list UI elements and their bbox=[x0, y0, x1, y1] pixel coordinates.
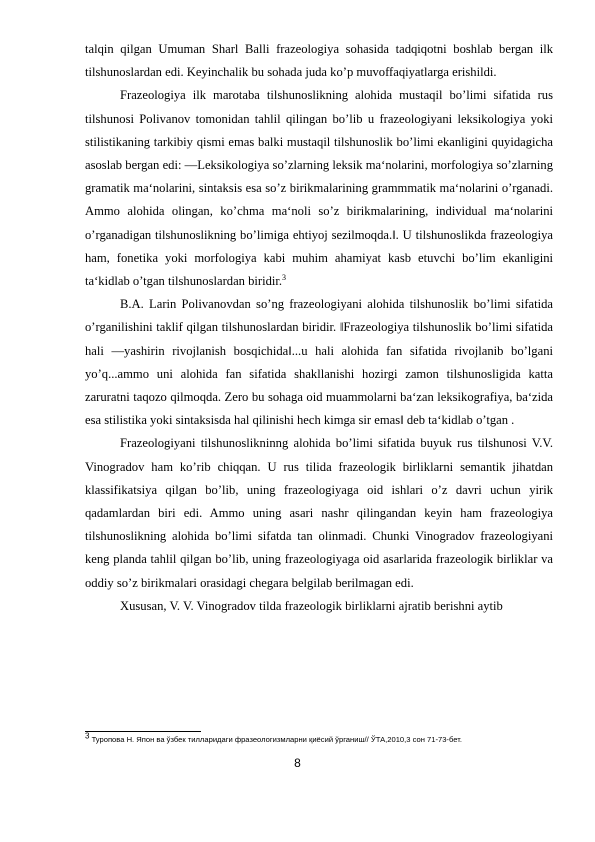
document-body bbox=[85, 38, 553, 618]
paragraph-continued: Xususan, V. V. Vinogradov tilda frazeologik birliklarni ajratib berishni aytib bbox=[120, 598, 503, 613]
footnote bbox=[85, 731, 555, 745]
paragraph-polivanov bbox=[85, 84, 553, 293]
paragraph-polivanov-text: Frazeologiya ilk marotaba tilshunoslikning alohida mustaqil bo’limi sifatida rus tilshunosi Polivanov tomonidan tahlil qilingan bo’lib u frazeologiyani leksikologiya yoki stilistikaning tarkibiy qismi emas balki mustaqil tilshunoslik bo’limi ekanligini quyidagicha asoslab bergan edi: ―Leksikologiya so’zlarning leksik ma‘nolarini, morfologiya so’zlarning gramatik ma‘nolarini, sintaksis esa so’z birikmalarining grammmatik ma‘nolarini o’rganadi. Ammo alohida olingan, ko’chma ma‘noli so’z birikmalarining, individual ma‘nolarini o’rganadigan tilshunoslikning bo’limiga ehtiyoj sezilmoqda.‖. U tilshunoslikda frazeologiya ham, fonetika yoki morfologiya kabi muhim ahamiyat kasb etuvchi bo’lim ekanligini ta‘kidlab o’tgan tilshunoslardan biridir. bbox=[85, 88, 553, 289]
page-number: 8 bbox=[294, 756, 301, 770]
footnote-number: 3 bbox=[85, 731, 90, 741]
footnote-divider bbox=[85, 731, 201, 732]
footnote-reference[interactable]: 3 bbox=[282, 272, 287, 282]
paragraph-vinogradov: Frazeologiyani tilshunoslikninng alohida bo’limi sifatida buyuk rus tilshunosi V.V. Vinogradov ham ko’rib chiqqan. U rus tilida frazeologik birliklarni semantik jihatdan klassifikatsiya qilgan bo’lib, uning frazeologiyaga oid ishlari o’z davri uchun yirik qadamlardan biri edi. Ammo uning asari nashr qilingandan keyin ham frazeologiya tilshunoslikning alohida bo’limi sifatda tan olinmadi. Chunki Vinogradov frazeologiyani keng planda tahlil qilgan bo’lib, uning frazeologiyaga oid asarlarida frazeologik birliklar va oddiy so’z birikmalari orasidagi chegara belgilab berilmagan edi. bbox=[85, 436, 553, 590]
footnote-text: Туропова Н. Япон ва ўзбек тилларидаги фразеологизмларни қиёсий ўрганиш// ЎТА,2010,3 сон 71-73-бет. bbox=[91, 735, 462, 744]
paragraph-continuation: talqin qilgan Umuman Sharl Balli frazeologiya sohasida tadqiqotni boshlab bergan ilk tilshunoslardan edi. Keyinchalik bu sohada juda ko’p muvoffaqiyatlarga erishildi. bbox=[85, 42, 553, 80]
paragraph-larin: B.A. Larin Polivanovdan so’ng frazeologiyani alohida tilshunoslik bo’limi sifatida o’rganilishini taklif qilgan tilshunoslardan biridir. ‖Frazeologiya tilshunoslik bo’limi sifatida hali ―yashirin rivojlanish bosqichida‖...u hali alohida fan sifatida rivojlanib bo’lgani yo’q...ammo uni alohida fan sifatida shakllanishi hozirgi zamon tilshunosligida katta zaruratni taqozo qilmoqda. Zero bu sohaga oid muammolarni ba‘zan leksikografiya, ba‘zida esa stilistika yoki sintaksisda hal qilinishi hech kimga sir emas‖ deb ta‘kidlab o’tgan . bbox=[85, 297, 553, 428]
